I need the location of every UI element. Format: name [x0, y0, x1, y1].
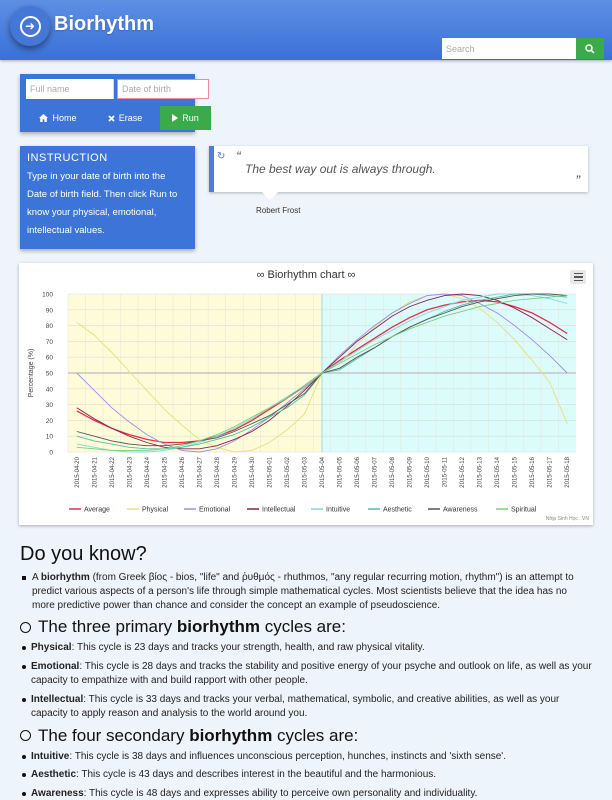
legend-label: Intuitive	[326, 506, 351, 514]
refresh-icon[interactable]: ↻	[217, 151, 226, 162]
primary-heading-post: cycles are:	[260, 617, 346, 636]
y-tick-label: 90	[45, 307, 53, 315]
cycle-description: : This cycle is 43 days and describes interest in the beautiful and the harmonious.	[76, 769, 437, 780]
primary-heading	[20, 617, 592, 637]
dot-bullet-icon	[22, 755, 26, 759]
y-tick-label: 50	[45, 370, 53, 378]
run-button-label: Run	[182, 113, 199, 123]
intro-term: biorhythm	[40, 572, 90, 583]
x-tick-label: 2015-05-01	[267, 457, 274, 488]
x-tick-label: 2015-05-16	[530, 457, 537, 488]
primary-heading-term: biorhythm	[176, 617, 260, 636]
x-tick-label: 2015-05-06	[355, 457, 362, 488]
cycle-name: Physical	[31, 642, 72, 653]
circle-bullet-icon	[20, 622, 31, 633]
home-logo-button[interactable]	[10, 6, 50, 46]
x-tick-label: 2015-04-21	[92, 457, 99, 488]
secondary-heading-term: biorhythm	[189, 725, 273, 745]
secondary-heading-post: cycles are:	[272, 725, 359, 745]
cycle-description: : This cycle is 38 days and influences unconscious perception, hunches, instincts and 'sixth sense'.	[69, 750, 506, 762]
quote-pointer	[260, 190, 280, 200]
chart-credit: Nhịp Sinh Học . VN	[545, 516, 589, 522]
chart-card	[19, 263, 593, 525]
article	[20, 543, 592, 800]
birthdate-form	[20, 74, 199, 132]
instruction-body: Type in your date of birth into the Date of birth field. Then click Run to know your physical, emotional, intellectual values.	[27, 171, 178, 236]
x-tick-label: 2015-04-20	[74, 457, 81, 488]
instruction-panel	[20, 146, 195, 249]
y-tick-label: 0	[49, 449, 53, 457]
x-tick-label: 2015-04-24	[144, 457, 151, 488]
y-axis-label: Percentage (%)	[28, 348, 35, 398]
quote-box	[209, 146, 588, 192]
y-tick-label: 100	[42, 291, 53, 299]
x-tick-label: 2015-04-28	[214, 457, 221, 488]
instruction-title: INSTRUCTION	[27, 152, 108, 164]
primary-heading-pre: The three primary	[38, 617, 177, 636]
legend-label: Physical	[142, 506, 169, 514]
cycle-description: : This cycle is 28 days and tracks the stability and positive energy of your psyche and outlook on life, as well as your capacity to empathize with and build rapport with other people.	[31, 660, 592, 686]
cycle-description: : This cycle is 23 days and tracks your strength, health, and raw physical vitality.	[71, 642, 425, 653]
secondary-heading-pre: The four secondary	[38, 725, 190, 745]
y-tick-label: 20	[45, 417, 53, 425]
close-quote-icon: ”	[575, 172, 580, 188]
x-tick-label: 2015-05-03	[302, 457, 309, 488]
intro-paragraph	[20, 571, 592, 613]
run-button[interactable]	[160, 106, 211, 130]
x-tick-label: 2015-04-25	[162, 457, 169, 488]
home-button[interactable]	[26, 106, 90, 130]
dot-bullet-icon	[22, 646, 26, 650]
legend-label: Emotional	[199, 506, 231, 514]
cycle-name: Intellectual	[31, 693, 84, 705]
legend-label: Awareness	[443, 506, 478, 514]
dot-bullet-icon	[22, 773, 26, 777]
erase-button-label: Erase	[118, 113, 143, 123]
x-tick-label: 2015-05-15	[512, 457, 519, 488]
play-icon	[172, 114, 178, 122]
secondary-cycle-item	[20, 750, 592, 765]
dot-bullet-icon	[22, 698, 26, 702]
secondary-cycle-list	[20, 750, 592, 800]
x-tick-label: 2015-05-05	[337, 457, 344, 488]
primary-cycle-item	[20, 693, 592, 722]
legend-label: Spiritual	[511, 506, 537, 514]
date-of-birth-input[interactable]	[117, 79, 209, 99]
home-icon	[39, 114, 48, 122]
primary-cycle-list	[20, 641, 592, 722]
cycle-name: Aesthetic	[31, 769, 77, 780]
x-tick-label: 2015-05-13	[477, 457, 484, 488]
x-tick-label: 2015-04-26	[179, 457, 186, 488]
x-tick-label: 2015-05-02	[284, 457, 291, 488]
secondary-heading	[20, 726, 592, 746]
primary-cycle-item	[20, 660, 592, 689]
cycle-description: : This cycle is 48 days and expresses ability to perceive own personality and individuality.	[83, 787, 478, 799]
top-bar	[0, 0, 612, 60]
y-tick-label: 10	[45, 433, 53, 441]
legend-label: Average	[84, 506, 110, 514]
y-tick-label: 40	[45, 386, 53, 394]
intro-prefix: A	[32, 572, 41, 583]
erase-button[interactable]	[90, 106, 160, 130]
article-title: Do you know?	[20, 543, 147, 565]
arrow-right-icon: ➜	[20, 16, 41, 37]
x-tick-label: 2015-05-11	[442, 457, 449, 488]
cycle-name: Awareness	[31, 787, 84, 799]
circle-bullet-icon	[20, 730, 31, 741]
x-tick-label: 2015-05-12	[460, 457, 467, 488]
quote-author: Robert Frost	[256, 206, 301, 215]
x-tick-label: 2015-05-18	[565, 457, 572, 488]
menu-icon	[574, 273, 583, 275]
square-bullet-icon	[22, 576, 26, 580]
intro-text: (from Greek βίος - bios, "life" and ῥυθμός - rhuthmos, "any regular recurring motion, rhythm") is an attempt to predict various aspects of a person's life through simple mathematical cycles. Most scientists believe that the idea has no more predictive power than chance and consider the concept an example of pseudoscience.	[32, 572, 574, 611]
x-tick-label: 2015-05-07	[372, 457, 379, 488]
x-tick-label: 2015-04-23	[127, 457, 134, 488]
y-tick-label: 70	[45, 338, 53, 346]
chart-title: ∞ Biorhythm chart ∞	[256, 269, 356, 281]
y-tick-label: 80	[45, 323, 53, 331]
quote-text: The best way out is always through.	[245, 162, 436, 176]
x-tick-label: 2015-05-09	[407, 457, 414, 488]
close-icon	[108, 115, 115, 122]
legend-label: Aesthetic	[383, 506, 412, 514]
x-tick-label: 2015-04-22	[109, 457, 116, 488]
x-tick-label: 2015-04-30	[249, 457, 256, 488]
x-tick-label: 2015-05-08	[390, 457, 397, 488]
dot-bullet-icon	[22, 792, 26, 796]
y-tick-label: 30	[45, 402, 53, 410]
primary-cycle-item	[20, 641, 592, 656]
secondary-cycle-item	[20, 768, 592, 783]
x-tick-label: 2015-05-10	[425, 457, 432, 488]
dot-bullet-icon	[22, 665, 26, 669]
x-tick-label: 2015-04-29	[232, 457, 239, 488]
search-icon	[585, 44, 595, 54]
secondary-cycle-item	[20, 787, 592, 800]
x-tick-label: 2015-05-14	[495, 457, 502, 488]
legend-label: Intellectual	[262, 506, 296, 514]
y-tick-label: 60	[45, 354, 53, 362]
full-name-input[interactable]	[26, 79, 114, 99]
search-button[interactable]	[576, 38, 604, 59]
cycle-name: Intuitive	[31, 750, 70, 762]
home-button-label: Home	[52, 113, 77, 123]
open-quote-icon: “	[236, 148, 241, 164]
cycle-description: : This cycle is 33 days and tracks your verbal, mathematical, symbolic, and creative abilities, as well as your capacity to apply reason and analysis to the world around you.	[31, 693, 560, 719]
x-tick-label: 2015-05-04	[320, 457, 326, 488]
chart-menu-button[interactable]	[570, 270, 586, 284]
cycle-name: Emotional	[31, 660, 80, 672]
x-tick-label: 2015-04-27	[197, 457, 204, 488]
biorhythm-chart	[19, 263, 593, 525]
app-title: Biorhythm	[54, 13, 154, 35]
search-input[interactable]	[442, 38, 576, 59]
x-tick-label: 2015-05-17	[547, 457, 554, 488]
